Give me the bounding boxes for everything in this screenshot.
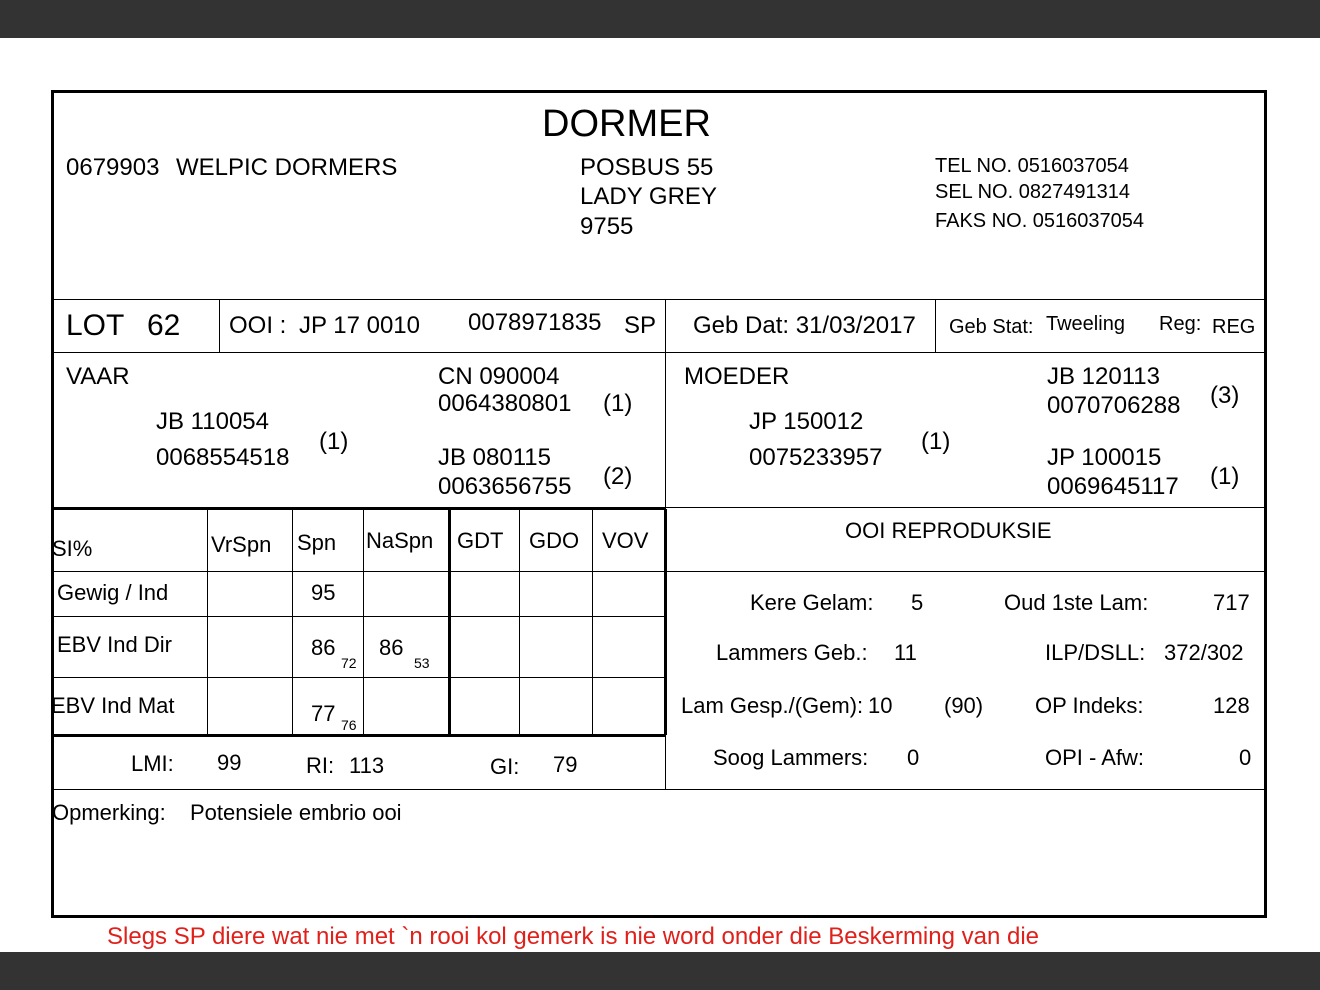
divider	[54, 616, 666, 617]
dam-number: 0075233957	[749, 444, 883, 471]
spn-accuracy: 72	[341, 655, 357, 671]
birth-date: Geb Dat: 31/03/2017	[693, 312, 916, 339]
reproduction-title: OOI REPRODUKSIE	[845, 518, 1052, 543]
fax-number: FAKS NO. 0516037054	[935, 210, 1145, 232]
sire-dam-rank: (2)	[603, 463, 633, 490]
spn-accuracy: 76	[341, 717, 357, 733]
sire-sire-id: CN 090004	[438, 363, 560, 390]
lot-card	[51, 90, 1267, 918]
kere-gelam-label: Kere Gelam:	[750, 590, 874, 615]
lammers-geb-value: 11	[894, 640, 917, 665]
col-header-si: SI%	[52, 536, 93, 561]
soog-lammers-label: Soog Lammers:	[713, 745, 869, 770]
divider	[54, 734, 666, 737]
col-header-naspn: NaSpn	[366, 528, 434, 553]
address-line-1: POSBUS 55	[580, 154, 714, 181]
dam-dam-number: 0069645117	[1047, 473, 1179, 500]
address-line-2: LADY GREY	[580, 183, 717, 210]
lam-gesp-value: 10	[868, 693, 893, 718]
divider	[54, 789, 1264, 790]
divider	[519, 509, 520, 735]
naspn-accuracy: 53	[414, 655, 430, 671]
divider	[54, 299, 1264, 300]
divider	[54, 571, 1264, 572]
divider	[292, 509, 293, 735]
ooi-id: JP 17 0010	[299, 312, 420, 339]
breed-title: DORMER	[542, 103, 711, 145]
ri-label: RI:	[306, 753, 335, 778]
spn-value: 86	[311, 635, 336, 660]
lot-number: 62	[147, 309, 181, 342]
opi-afw-value: 0	[1239, 745, 1252, 770]
col-header-spn: Spn	[297, 530, 337, 555]
bottom-frame-bar	[0, 952, 1320, 990]
ilp-dsll-label: ILP/DSLL:	[1045, 640, 1146, 665]
row-label-ebv-mat: EBV Ind Mat	[51, 693, 175, 718]
address-line-3: 9755	[580, 213, 634, 240]
gi-label: GI:	[490, 754, 520, 779]
soog-lammers-value: 0	[907, 745, 920, 770]
lam-gesp-average: (90)	[944, 693, 984, 718]
lam-gesp-label: Lam Gesp./(Gem):	[681, 693, 864, 718]
birth-status: Tweeling	[1046, 313, 1125, 335]
divider	[664, 509, 667, 735]
ooi-label: OOI :	[229, 312, 287, 339]
dam-sire-rank: (3)	[1210, 382, 1240, 409]
sire-number: 0068554518	[156, 444, 290, 471]
ooi-grade: SP	[624, 312, 657, 339]
reg-label: Reg:	[1159, 313, 1202, 335]
lammers-geb-label: Lammers Geb.:	[716, 640, 868, 665]
dam-label: MOEDER	[684, 363, 790, 390]
divider	[935, 299, 936, 352]
footer-note: Slegs SP diere wat nie met `n rooi kol gemerk is nie word onder die Beskerming van die	[107, 923, 1040, 950]
sire-dam-number: 0063656755	[438, 473, 572, 500]
dam-id: JP 150012	[749, 408, 864, 435]
ri-value: 113	[349, 753, 385, 778]
oud-1ste-lam-value: 717	[1213, 590, 1250, 615]
col-header-gdo: GDO	[529, 528, 580, 553]
divider	[363, 509, 364, 735]
oud-1ste-lam-label: Oud 1ste Lam:	[1004, 590, 1149, 615]
divider	[207, 509, 208, 735]
sire-rank: (1)	[319, 428, 349, 455]
sire-id: JB 110054	[156, 408, 269, 435]
dam-sire-id: JB 120113	[1047, 363, 1160, 390]
lmi-label: LMI:	[131, 751, 174, 776]
tel-number: TEL NO. 0516037054	[935, 155, 1129, 177]
spn-value: 77	[311, 701, 336, 726]
spn-value: 95	[311, 580, 336, 605]
divider	[592, 509, 593, 735]
lmi-value: 99	[217, 750, 242, 775]
divider	[448, 509, 451, 735]
sire-label: VAAR	[66, 363, 130, 390]
remarks-label: Opmerking:	[52, 800, 166, 825]
naspn-value: 86	[379, 635, 404, 660]
cell-number: SEL NO. 0827491314	[935, 181, 1130, 203]
gi-value: 79	[553, 752, 578, 777]
divider	[54, 677, 666, 678]
breeder-number: 0679903	[66, 154, 160, 181]
dam-dam-rank: (1)	[1210, 463, 1240, 490]
col-header-vov: VOV	[602, 528, 649, 553]
op-indeks-value: 128	[1213, 693, 1250, 718]
dam-rank: (1)	[921, 428, 951, 455]
ilp-dsll-value: 372/302	[1164, 640, 1244, 665]
divider	[219, 299, 220, 352]
dam-dam-id: JP 100015	[1047, 444, 1162, 471]
sire-sire-rank: (1)	[603, 390, 633, 417]
breeder-name: WELPIC DORMERS	[176, 154, 398, 181]
remarks-text: Potensiele embrio ooi	[190, 800, 402, 825]
lot-label: LOT	[66, 309, 125, 342]
ooi-number: 0078971835	[468, 309, 602, 336]
dam-sire-number: 0070706288	[1047, 392, 1181, 419]
divider	[54, 352, 1264, 353]
top-frame-bar	[0, 0, 1320, 38]
row-label-gewig: Gewig / Ind	[57, 580, 169, 605]
sire-sire-number: 0064380801	[438, 390, 572, 417]
col-header-gdt: GDT	[457, 528, 504, 553]
row-label-ebv-dir: EBV Ind Dir	[57, 632, 172, 657]
op-indeks-label: OP Indeks:	[1035, 693, 1144, 718]
col-header-vrspn: VrSpn	[211, 532, 272, 557]
birth-status-label: Geb Stat:	[949, 316, 1034, 338]
divider	[54, 507, 666, 510]
kere-gelam-value: 5	[911, 590, 924, 615]
sire-dam-id: JB 080115	[438, 444, 551, 471]
reg-value: REG	[1212, 316, 1256, 338]
opi-afw-label: OPI - Afw:	[1045, 745, 1145, 770]
